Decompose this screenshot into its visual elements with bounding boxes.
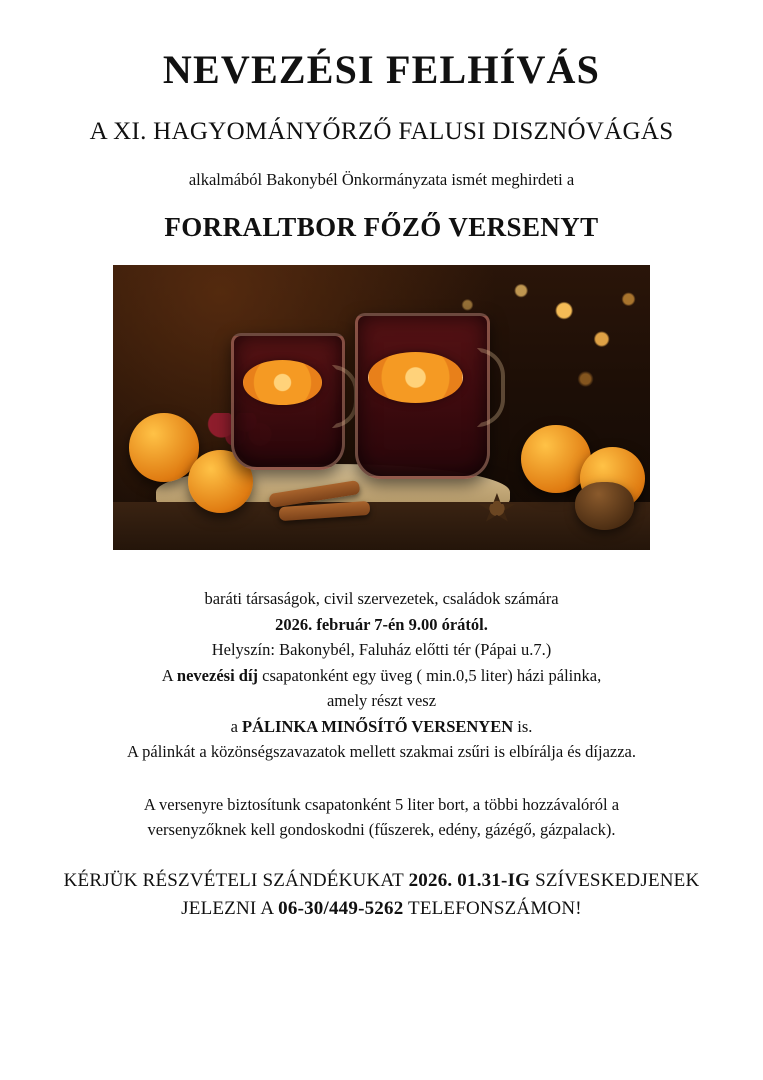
palinka-prefix: a (230, 716, 243, 736)
jury-line: A pálinkát a közönségszavazatok mellett szakmai zsűri is elbírálja és díjazza. (126, 742, 636, 762)
footer-text-1: KÉRJÜK RÉSZVÉTELI SZÁNDÉKUKAT (63, 870, 409, 892)
mulled-wine-mug (355, 313, 490, 479)
entry-fee-line (40, 663, 723, 689)
palinka-contest-name: PÁLINKA MINŐSÍTŐ VERSENYEN (242, 716, 514, 736)
supply-line-2: versenyzőknek kell gondoskodni (fűszerek, edény, gázégő, gázpalack). (147, 820, 616, 840)
footer-line-1 (64, 867, 700, 895)
footer-text-3: JELEZNI A (181, 897, 279, 919)
mug-handle (477, 348, 504, 426)
entry-fee-label: nevezési díj (176, 665, 259, 685)
table-surface (113, 502, 650, 550)
entry-fee-line2: amely részt vesz (326, 691, 437, 711)
audience-line: baráti társaságok, civil szervezetek, családok számára (204, 588, 559, 608)
mug-handle (332, 365, 357, 428)
details-block (40, 572, 723, 843)
palinka-suffix: is. (513, 716, 533, 736)
event-subtitle: A XI. HAGYOMÁNYŐRZŐ FALUSI DISZNÓVÁGÁS (89, 118, 674, 145)
footer-line-2 (64, 895, 700, 923)
registration-deadline: 2026. 01.31-IG (408, 870, 531, 892)
contest-name: FORRALTBOR FŐZŐ VERSENYT (164, 212, 599, 243)
supply-line-1: A versenyre biztosítunk csapatonként 5 liter bort, a többi hozzávalóról a (143, 794, 620, 814)
footer-text-4: TELEFONSZÁMON! (403, 897, 582, 919)
entry-fee-prefix: A (161, 665, 177, 685)
entry-fee-suffix: csapatonként egy üveg ( min.0,5 liter) házi pálinka, (258, 665, 602, 685)
orange-slice (243, 360, 322, 405)
contact-phone: 06-30/449-5262 (278, 897, 404, 919)
mulled-wine-mug (231, 333, 344, 470)
mulled-wine-photo (113, 265, 650, 550)
registration-footer (64, 867, 700, 922)
location-line: Helyszín: Bakonybél, Faluház előtti tér (Pápai u.7.) (211, 640, 552, 660)
photo-background (113, 265, 650, 550)
pinecone (575, 482, 634, 530)
page-title: NEVEZÉSI FELHÍVÁS (162, 47, 601, 92)
orange-slice (368, 352, 463, 403)
datetime-line: 2026. február 7-én 9.00 órától. (275, 614, 488, 634)
palinka-contest-line (40, 714, 723, 740)
footer-text-2: SZÍVESKEDJENEK (530, 870, 700, 892)
organizer-line: alkalmából Bakonybél Önkormányzata ismét meghirdeti a (188, 169, 575, 189)
